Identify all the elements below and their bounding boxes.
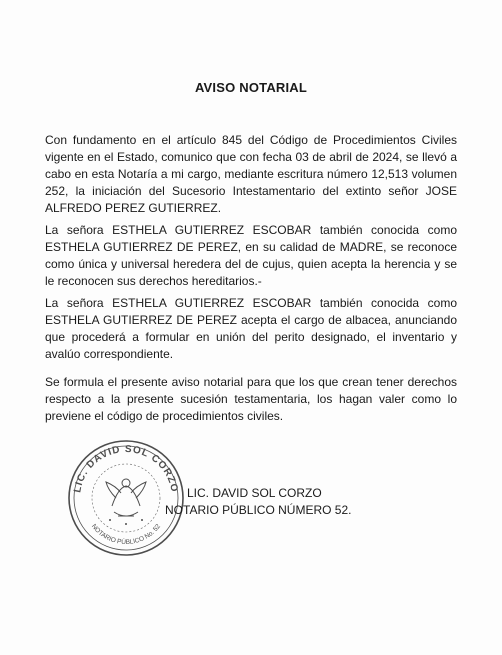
notary-role: NOTARIO PÚBLICO NÚMERO 52.	[165, 503, 352, 517]
document-title: AVISO NOTARIAL	[194, 80, 308, 95]
svg-text:LIC. DAVID SOL CORZO: LIC. DAVID SOL CORZO	[72, 443, 180, 494]
notary-name: LIC. DAVID SOL CORZO	[187, 486, 322, 500]
paragraph-aviso: Se formula el presente aviso notarial para que los que crean tener derechos respecto a la presente sucesión testamentaria, los hagan valer como lo previene el código de procedimientos civiles.	[45, 375, 457, 423]
signature-block	[160, 485, 351, 519]
svg-text:NOTARIO PÚBLICO No. 52: NOTARIO PÚBLICO No. 52	[89, 522, 163, 547]
paragraph-albacea: La señora ESTHELA GUTIERREZ ESCOBAR también conocida como ESTHELA GUTIERREZ DE PEREZ acepta el cargo de albacea, anunciando que procederá a formular en unión del perito designado, el inventario y avalúo correspondiente.	[45, 296, 457, 361]
paragraph-heredera: La señora ESTHELA GUTIERREZ ESCOBAR también conocida como ESTHELA GUTIERREZ DE PEREZ, en su calidad de MADRE, se reconoce como única y universal heredera del de cujus, quien acepta la herencia y se le reconocen sus derechos hereditarios.-	[45, 223, 457, 288]
paragraph-fundamento: Con fundamento en el artículo 845 del Código de Procedimientos Civiles vigente en el Estado, comunico que con fecha 03 de abril de 2024, se llevó a cabo en esta Notaría a mi cargo, mediante escritura número 12,513 volumen 252, la iniciación del Sucesorio Intestamentario del extinto señor JOSE ALFREDO PEREZ GUTIERREZ.	[45, 133, 457, 215]
